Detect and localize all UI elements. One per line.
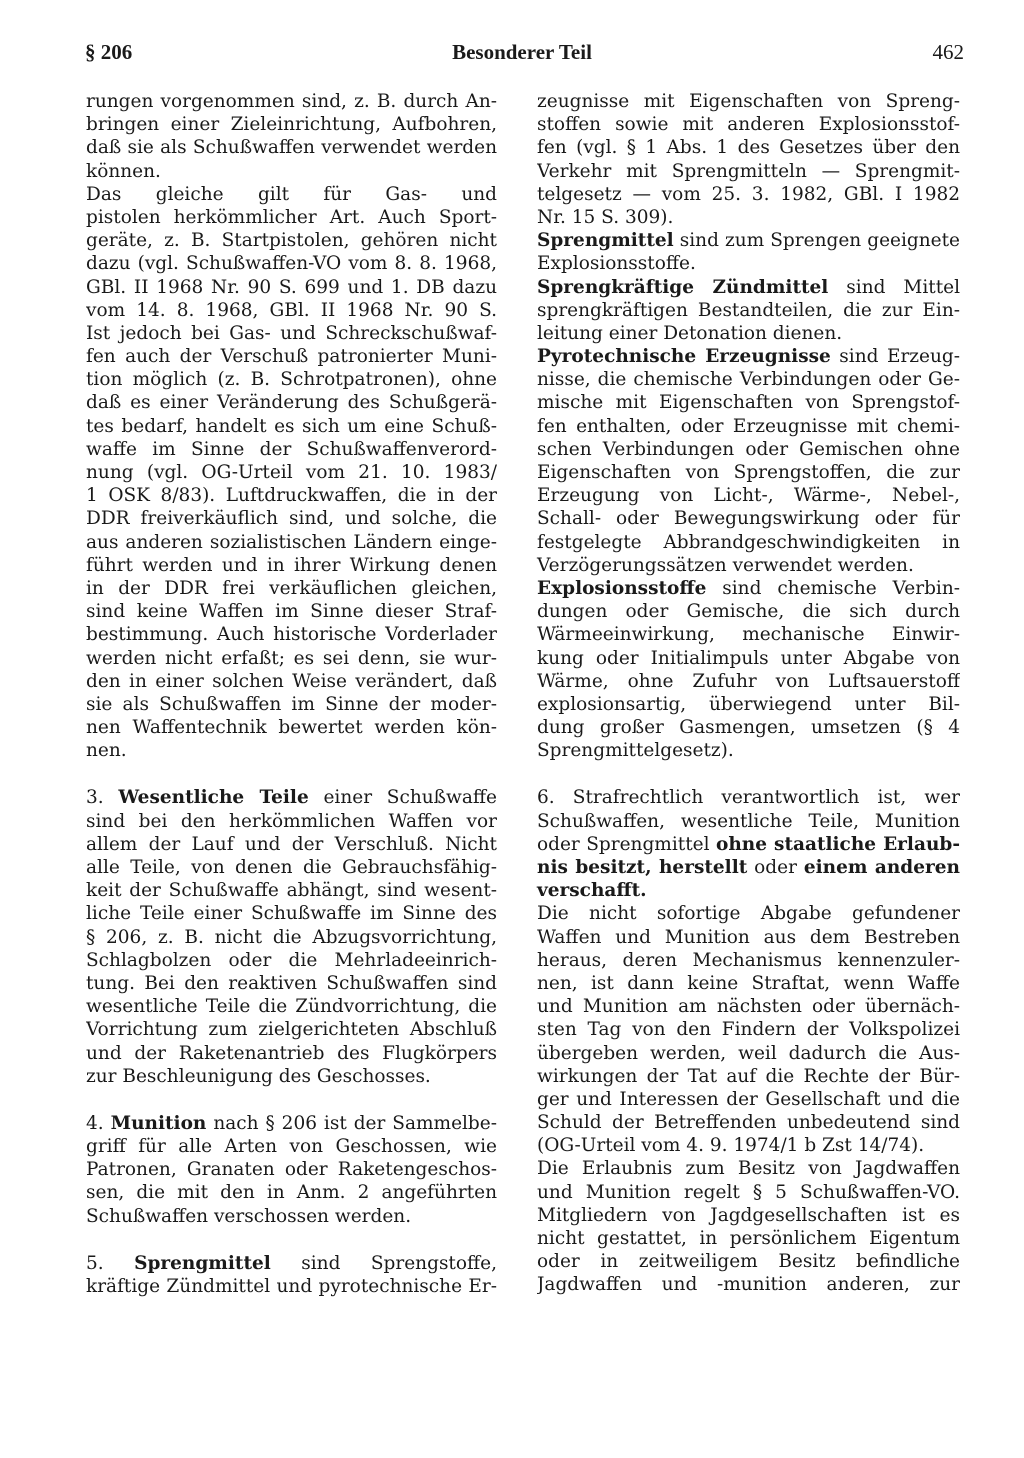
line-text: dungen oder Gemische, die sich durch <box>537 601 960 623</box>
line-text: sprengkräftigen Bestandteilen, die zur Ein- <box>537 299 960 321</box>
text-line <box>537 670 960 693</box>
line-text: daß sie als Schußwaffen verwendet werden <box>86 137 497 159</box>
line-text: sind Mittel <box>846 276 960 298</box>
term-bold: ohne staatliche Erlaub- <box>715 833 960 855</box>
text-line <box>537 368 960 391</box>
paragraph-gap <box>537 762 960 786</box>
text-line <box>86 1181 497 1204</box>
text-line <box>537 113 960 136</box>
line-text: Waffen und Munition aus dem Bestreben <box>537 926 960 948</box>
line-text: fen (vgl. § 1 Abs. 1 des Gesetzes über den <box>537 137 960 159</box>
text-line <box>86 716 497 739</box>
line-text: nen, ist dann keine Straftat, wenn Waffe <box>537 972 960 994</box>
line-text: können. <box>86 160 161 182</box>
text-line <box>537 716 960 739</box>
line-text: werden nicht erfaßt; es sei denn, sie wur- <box>86 647 497 669</box>
text-line <box>86 391 497 414</box>
text-line <box>86 1018 497 1041</box>
line-text: in der DDR frei verkäuflichen gleichen, <box>86 577 497 599</box>
line-text: dazu (vgl. Schußwaffen-VO vom 8. 8. 1968, <box>86 253 497 275</box>
text-line <box>537 1250 960 1273</box>
line-text: allem der Lauf und der Verschluß. Nicht <box>86 833 497 855</box>
line-text: und der Raketenantrieb des Flugkörpers <box>86 1042 497 1064</box>
text-line <box>537 438 960 461</box>
line-text: oder in zeitweiligem Besitz befindliche <box>537 1251 960 1273</box>
line-text: Sprengmittelgesetz). <box>537 740 734 762</box>
line-text: vom 14. 8. 1968, GBl. II 1968 Nr. 90 S. <box>86 299 497 321</box>
line-text: festgelegte Abbrandgeschwindigkeiten in <box>537 531 960 553</box>
line-text: leitung einer Detonation dienen. <box>537 322 843 344</box>
text-line <box>86 345 497 368</box>
line-text: § 206, z. B. nicht die Abzugsvorrichtung, <box>86 926 497 948</box>
text-line <box>537 206 960 229</box>
text-line <box>86 368 497 391</box>
line-text: sind zum Sprengen geeignete <box>673 230 960 252</box>
line-text: Die Erlaubnis zum Besitz von Jagdwaffen <box>537 1158 960 1180</box>
text-line <box>86 1065 497 1088</box>
text-line <box>537 949 960 972</box>
text-line <box>86 438 497 461</box>
term-bold: Pyrotechnische Erzeugnisse <box>537 346 831 368</box>
line-text: Explosionsstoffe. <box>537 253 696 275</box>
text-line <box>537 1065 960 1088</box>
text-line <box>86 786 497 809</box>
line-text: mische mit Eigenschaften von Sprengstof- <box>537 392 960 414</box>
line-text: tion möglich (z. B. Schrotpatronen), ohne <box>86 369 497 391</box>
text-line <box>86 1042 497 1065</box>
right-column <box>537 90 960 1297</box>
line-text: bringen einer Zieleinrichtung, Aufbohren, <box>86 114 497 136</box>
line-text: Schußwaffen verschossen werden. <box>86 1205 412 1227</box>
text-line <box>86 507 497 530</box>
text-line <box>537 1042 960 1065</box>
text-line <box>537 879 960 902</box>
text-line <box>86 484 497 507</box>
line-text: sind keine Waffen im Sinne dieser Straf- <box>86 601 497 623</box>
text-line <box>537 507 960 530</box>
text-line <box>86 531 497 554</box>
running-title: Besonderer Teil <box>452 40 592 64</box>
text-line <box>537 1018 960 1041</box>
text-line <box>86 554 497 577</box>
line-text: nen. <box>86 740 127 762</box>
text-line <box>537 252 960 275</box>
text-line <box>537 415 960 438</box>
line-text: bestimmung. Auch historische Vorderlader <box>86 624 497 646</box>
line-text: Patronen, Granaten oder Raketengeschos- <box>86 1159 497 1181</box>
text-line <box>537 461 960 484</box>
text-line <box>537 554 960 577</box>
paragraph-gap <box>86 1228 497 1252</box>
line-text: sen, die mit den in Anm. 2 angeführten <box>86 1182 497 1204</box>
line-text: sten Tag von den Findern der Volkspolizei <box>537 1019 960 1041</box>
term-bold: Wesentliche Teile <box>118 787 309 809</box>
text-line <box>537 322 960 345</box>
text-line <box>86 183 497 206</box>
text-line <box>86 322 497 345</box>
term-bold: verschafft. <box>537 880 647 902</box>
text-line <box>86 1205 497 1228</box>
line-text: Mitgliedern von Jagdgesellschaften ist es <box>537 1204 960 1226</box>
line-text: liche Teile einer Schußwaffe im Sinne des <box>86 903 497 925</box>
text-line <box>86 206 497 229</box>
text-line <box>86 739 497 762</box>
text-line <box>537 972 960 995</box>
text-line <box>86 972 497 995</box>
text-line <box>537 183 960 206</box>
line-text: Vorrichtung zum zielgerichteten Abschluß <box>86 1019 497 1041</box>
text-line <box>537 693 960 716</box>
line-text: (OG-Urteil vom 4. 9. 1974/1 b Zst 14/74). <box>537 1135 925 1157</box>
line-text: Schußwaffen, wesentliche Teile, Munition <box>537 810 960 832</box>
line-text: übergeben werden, weil dadurch die Aus- <box>537 1042 960 1064</box>
line-text: kräftige Zündmittel und pyrotechnische Er- <box>86 1276 497 1297</box>
line-text: oder Sprengmittel <box>537 833 716 855</box>
line-text: den in einer solchen Weise verändert, daß <box>86 670 497 692</box>
text-line <box>537 926 960 949</box>
page-number: 462 <box>932 40 964 64</box>
line-text: sind chemische Verbin- <box>706 577 960 599</box>
text-line <box>86 160 497 183</box>
line-text: stoffen sowie mit anderen Explosionsstof- <box>537 114 960 136</box>
text-line <box>537 1088 960 1111</box>
text-line <box>537 833 960 856</box>
text-line <box>537 786 960 809</box>
line-text: tes bedarf, handelt es sich um eine Schuß- <box>86 415 497 437</box>
line-text: nisse, die chemische Verbindungen oder Ge- <box>537 369 960 391</box>
line-text: Nr. 15 S. 309). <box>537 206 674 228</box>
text-line <box>537 1204 960 1227</box>
term-bold: Sprengkräftige Zündmittel <box>537 276 829 298</box>
text-line <box>86 276 497 299</box>
line-text: führt werden und in ihrer Wirkung denen <box>86 554 497 576</box>
text-line <box>537 647 960 670</box>
line-text: dung großer Gasmengen, umsetzen (§ 4 <box>537 717 960 739</box>
text-line <box>537 391 960 414</box>
line-text: GBl. II 1968 Nr. 90 S. 699 und 1. DB dazu <box>86 276 497 298</box>
text-line <box>86 949 497 972</box>
line-text: sind Erzeug- <box>830 346 960 368</box>
text-line <box>537 345 960 368</box>
line-text: nicht gestattet, in persönlichem Eigentum <box>537 1228 960 1249</box>
term-bold: Explosionsstoffe <box>537 577 707 599</box>
line-text: Schlagbolzen oder die Mehrladeeinrich- <box>86 949 497 971</box>
text-line <box>537 229 960 252</box>
line-text: nach § 206 ist der Sammelbe- <box>206 1112 497 1134</box>
line-text: ger und Interessen der Gesellschaft und die <box>537 1088 960 1110</box>
text-line <box>86 113 497 136</box>
line-text: telgesetz — vom 25. 3. 1982, GBl. I 1982 <box>537 183 960 205</box>
text-line <box>86 577 497 600</box>
text-line <box>537 276 960 299</box>
text-line <box>86 693 497 716</box>
line-text: Schall- oder Bewegungswirkung oder für <box>537 508 960 530</box>
text-line <box>86 136 497 159</box>
text-line <box>537 1111 960 1134</box>
text-line <box>86 1158 497 1181</box>
term-bold: Munition <box>110 1112 207 1134</box>
text-line <box>86 299 497 322</box>
text-line <box>86 623 497 646</box>
line-text: zeugnisse mit Eigenschaften von Spreng- <box>537 91 960 112</box>
page-header <box>80 40 964 76</box>
text-line <box>537 1157 960 1180</box>
text-line <box>537 1273 960 1296</box>
text-line <box>86 252 497 275</box>
line-text: geräte, z. B. Startpistolen, gehören nicht <box>86 230 497 252</box>
text-line <box>537 1227 960 1250</box>
line-text: schen Verbindungen oder Gemischen ohne <box>537 438 960 460</box>
text-line <box>537 531 960 554</box>
text-line <box>537 600 960 623</box>
line-text: kung oder Initialimpuls unter Abgabe von <box>537 647 960 669</box>
paragraph-number: 3. <box>86 787 119 809</box>
line-text: und Munition am nächsten oder übernäch- <box>537 996 960 1018</box>
text-line <box>86 995 497 1018</box>
text-line <box>537 1181 960 1204</box>
line-text: Wärmeeinwirkung, mechanische Einwir- <box>537 624 960 646</box>
line-text: einer Schußwaffe <box>308 787 497 809</box>
line-text: Jagdwaffen und -munition anderen, zur <box>537 1274 960 1296</box>
paragraph-number: 5. <box>86 1252 135 1274</box>
line-text: Ist jedoch bei Gas- und Schreckschußwaf- <box>86 322 497 344</box>
line-text: Eigenschaften von Sprengstoffen, die zur <box>537 462 960 483</box>
text-line <box>86 902 497 925</box>
term-bold: einem anderen <box>803 857 960 878</box>
line-text: DDR freiverkäuflich sind, und solche, die <box>86 508 497 530</box>
line-text: wirkungen der Tat auf die Rechte der Bür- <box>537 1065 960 1087</box>
line-text: fen enthalten, oder Erzeugnisse mit chemi- <box>537 415 960 437</box>
text-line <box>86 415 497 438</box>
text-line <box>86 90 497 113</box>
line-text: nen Waffentechnik bewertet werden kön- <box>86 717 497 739</box>
line-text: keit der Schußwaffe abhängt, sind wesent- <box>86 880 497 902</box>
text-line <box>86 670 497 693</box>
line-text: Erzeugung von Licht-, Wärme-, Nebel-, <box>537 485 960 507</box>
text-line <box>86 879 497 902</box>
line-text: Die nicht sofortige Abgabe gefundener <box>537 903 960 925</box>
line-text: rungen vorgenommen sind, z. B. durch An- <box>86 91 497 112</box>
term-bold: nis besitzt, herstellt <box>537 857 748 878</box>
paragraph-number: 4. <box>86 1112 111 1134</box>
text-line <box>86 856 497 879</box>
text-line <box>86 229 497 252</box>
left-column <box>86 90 497 1298</box>
text-line <box>86 926 497 949</box>
line-text: griff für alle Arten von Geschossen, wie <box>86 1136 497 1158</box>
term-bold: Sprengmittel <box>537 230 674 252</box>
text-line <box>537 160 960 183</box>
text-line <box>537 856 960 879</box>
line-text: alle Teile, von denen die Gebrauchsfähig- <box>86 857 497 878</box>
text-line <box>86 600 497 623</box>
line-text: Schuld der Betreffenden unbedeutend sind <box>537 1112 960 1134</box>
line-text: Wärme, ohne Zufuhr von Luftsauerstoff <box>537 670 960 692</box>
line-text: Das gleiche gilt für Gas- und <box>86 183 497 205</box>
line-text: und Munition regelt § 5 Schußwaffen-VO. <box>537 1181 960 1203</box>
line-text: sie als Schußwaffen im Sinne der moder- <box>86 693 497 715</box>
text-line <box>86 810 497 833</box>
text-line <box>537 90 960 113</box>
paragraph-gap <box>86 1088 497 1112</box>
text-line <box>86 1112 497 1135</box>
line-text: zur Beschleunigung des Geschosses. <box>86 1065 431 1087</box>
text-line <box>86 833 497 856</box>
line-text: heraus, deren Mechanismus kennenzuler- <box>537 949 960 971</box>
text-line <box>86 1252 497 1275</box>
line-text: aus anderen sozialistischen Ländern einge- <box>86 531 497 553</box>
line-text: Verkehr mit Sprengmitteln — Sprengmit- <box>537 160 960 182</box>
section-number: § 206 <box>85 40 133 64</box>
text-line <box>537 739 960 762</box>
text-line <box>86 1135 497 1158</box>
text-line <box>537 810 960 833</box>
line-text: daß es einer Veränderung des Schußgerä- <box>86 392 497 414</box>
line-text: 1 OSK 8/83). Luftdruckwaffen, die in der <box>86 485 497 507</box>
text-line <box>537 577 960 600</box>
line-text: wesentliche Teile die Zündvorrichtung, die <box>86 996 497 1018</box>
line-text: fen auch der Verschuß patronierter Muni- <box>86 346 497 368</box>
line-text: nung (vgl. OG-Urteil vom 21. 10. 1983/ <box>86 462 497 483</box>
text-line <box>537 1134 960 1157</box>
text-line <box>86 1275 497 1298</box>
text-line <box>537 484 960 507</box>
line-text: waffe im Sinne der Schußwaffenverord- <box>86 438 497 460</box>
paragraph-number: 6. <box>537 787 573 809</box>
line-text: tung. Bei den reaktiven Schußwaffen sind <box>86 972 497 994</box>
line-text: sind Sprengstoffe, <box>301 1252 497 1274</box>
line-text: Strafrechtlich verantwortlich ist, wer <box>572 787 960 809</box>
paragraph-gap <box>86 762 497 786</box>
text-line <box>537 136 960 159</box>
text-line <box>537 299 960 322</box>
line-text: oder <box>747 857 804 878</box>
text-line <box>86 461 497 484</box>
line-text: explosionsartig, überwiegend unter Bil- <box>537 693 960 715</box>
line-text: pistolen herkömmlicher Art. Auch Sport- <box>86 206 497 228</box>
text-line <box>537 995 960 1018</box>
line-text: Verzögerungssätzen verwendet werden. <box>537 554 914 576</box>
term-bold: Sprengmittel <box>134 1252 271 1274</box>
text-line <box>537 902 960 925</box>
text-line <box>86 647 497 670</box>
line-text: sind bei den herkömmlichen Waffen vor <box>86 810 497 832</box>
text-line <box>537 623 960 646</box>
